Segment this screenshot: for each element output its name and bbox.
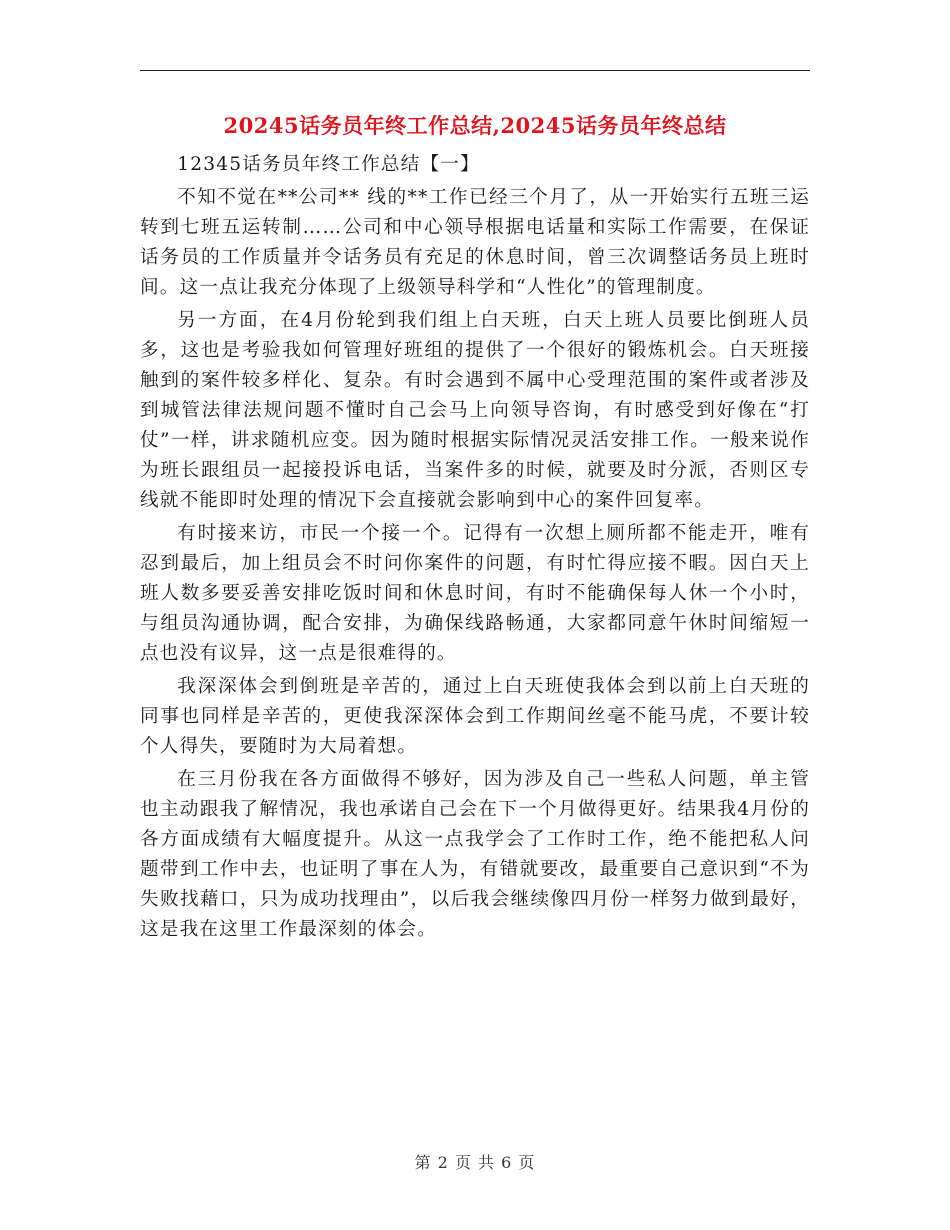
- paragraph-3: 有时接来访，市民一个接一个。记得有一次想上厕所都不能走开，唯有忍到最后，加上组员会不时问你案件的问题，有时忙得应接不暇。因白天上班人数多要妥善安排吃饭时间和休息时间，有时不能确保每人休一个小时，与组员沟通协调，配合安排，为确保线路畅通，大家都同意午休时间缩短一点也没有议异，这一点是很难得的。: [140, 523, 810, 664]
- document-title: 20245话务员年终工作总结,20245话务员年终总结: [223, 113, 727, 138]
- page-number: 第 2 页 共 6 页: [414, 1153, 536, 1172]
- document-body: [140, 150, 810, 945]
- paragraph-4: 我深深体会到倒班是辛苦的，通过上白天班使我体会到以前上白天班的同事也同样是辛苦的，更使我深深体会到工作期间丝毫不能马虎，不要计较个人得失，要随时为大局着想。: [140, 676, 810, 757]
- paragraph-2: 另一方面，在4月份轮到我们组上白天班，白天上班人员要比倒班人员多，这也是考验我如何管理好班组的提供了一个很好的锻炼机会。白天班接触到的案件较多样化、复杂。有时会遇到不属中心受理范围的案件或者涉及到城管法律法规问题不懂时自己会马上向领导咨询，有时感受到好像在“打仗”一样，讲求随机应变。因为随时根据实际情况灵活安排工作。一般来说作为班长跟组员一起接投诉电话，当案件多的时候，就要及时分派，否则区专线就不能即时处理的情况下会直接就会影响到中心的案件回复率。: [140, 310, 810, 511]
- header-rule: [140, 70, 810, 71]
- paragraph-5: 在三月份我在各方面做得不够好，因为涉及自己一些私人问题，单主管也主动跟我了解情况，我也承诺自己会在下一个月做得更好。结果我4月份的各方面成绩有大幅度提升。从这一点我学会了工作时工作，绝不能把私人问题带到工作中去，也证明了事在人为，有错就要改，最重要自己意识到“不为失败找藉口，只为成功找理由”，以后我会继续像四月份一样努力做到最好，这是我在这里工作最深刻的体会。: [140, 769, 810, 940]
- paragraph-1: 不知不觉在**公司** 线的**工作已经三个月了，从一开始实行五班三运转到七班五运转制……公司和中心领导根据电话量和实际工作需要，在保证话务员的工作质量并令话务员有充足的休息时间，曾三次调整话务员上班时间。这一点让我充分体现了上级领导科学和“人性化”的管理制度。: [140, 187, 810, 298]
- section-heading: 12345话务员年终工作总结【一】: [177, 154, 480, 175]
